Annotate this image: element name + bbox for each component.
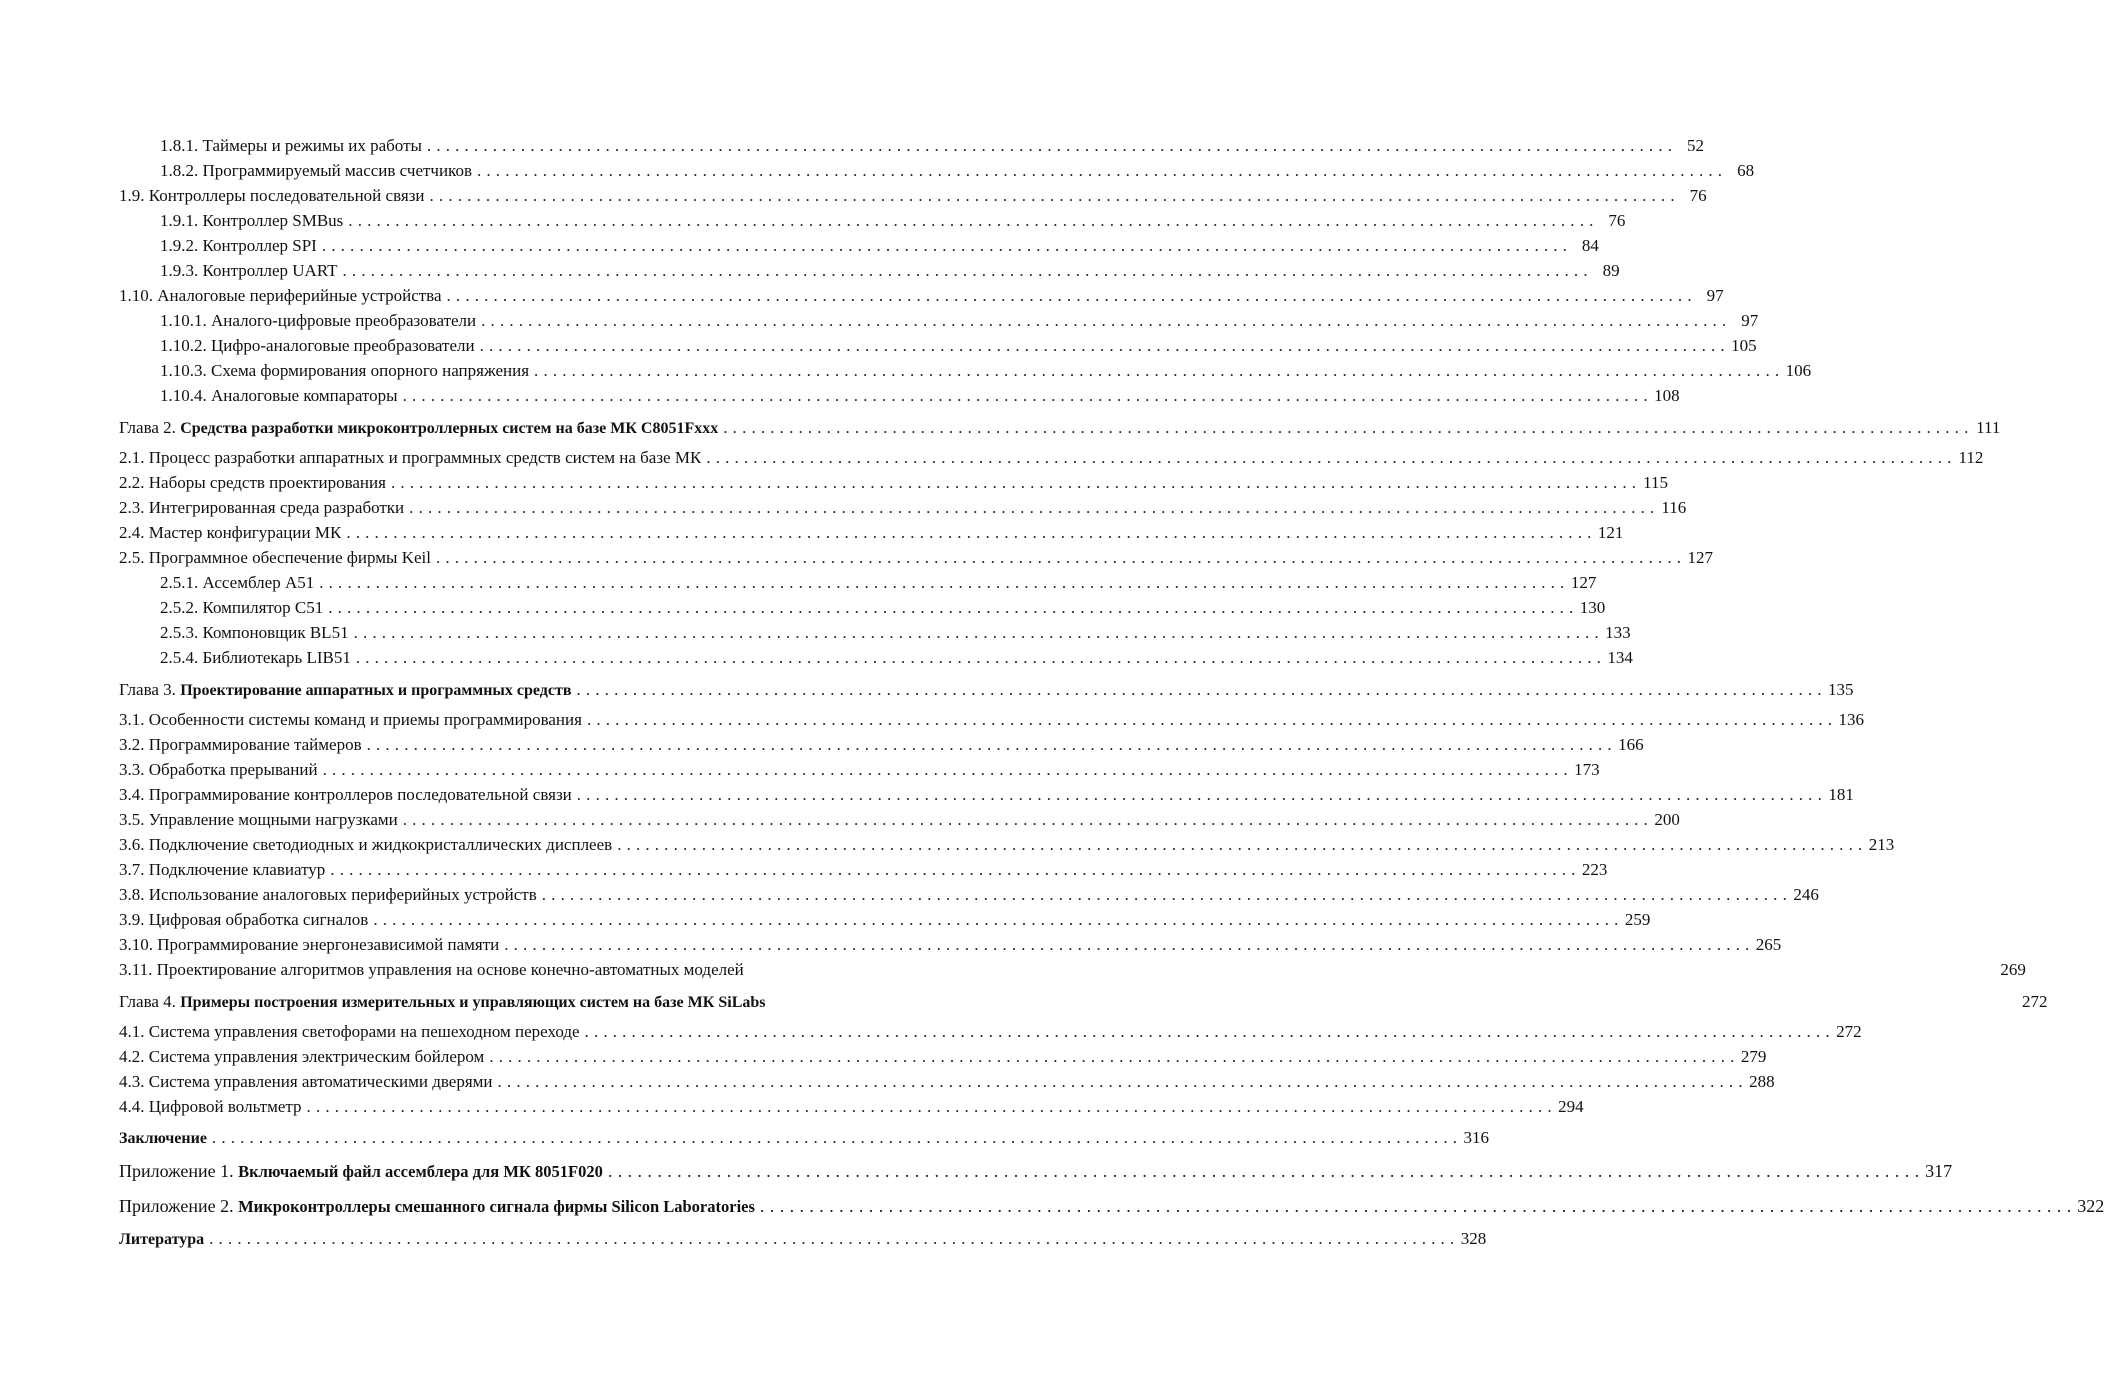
dot-leader bbox=[534, 358, 1779, 383]
toc-entry-page: 328 bbox=[1460, 1229, 1487, 1248]
toc-entry-label bbox=[119, 183, 425, 208]
toc-entry bbox=[119, 620, 1631, 645]
toc-entry-number: 3.8. bbox=[119, 885, 145, 904]
dot-leader bbox=[367, 732, 1612, 757]
toc-entry-label bbox=[119, 445, 701, 470]
toc-entry bbox=[119, 1044, 1767, 1069]
dot-leader bbox=[319, 570, 1564, 595]
dot-leader bbox=[489, 1044, 1734, 1069]
toc-entry bbox=[119, 832, 1895, 857]
toc-entry-page: 106 bbox=[1785, 361, 1812, 380]
toc-entry bbox=[119, 358, 1812, 383]
toc-entry bbox=[119, 1069, 1775, 1094]
dot-leader bbox=[608, 1158, 1919, 1185]
toc-entry-number: Приложение 2. bbox=[119, 1196, 234, 1216]
toc-entry-page: 68 bbox=[1737, 161, 1755, 180]
toc-entry-page: 121 bbox=[1597, 523, 1624, 542]
toc-entry-title: Цифровая обработка сигналов bbox=[148, 910, 369, 929]
toc-entry-label bbox=[160, 308, 476, 333]
dot-leader bbox=[706, 445, 1951, 470]
toc-entry-label bbox=[119, 545, 431, 570]
dot-leader bbox=[373, 907, 1618, 932]
toc-entry-title: Таймеры и режимы их работы bbox=[202, 136, 422, 155]
toc-entry-title: Контроллер UART bbox=[202, 261, 338, 280]
toc-entry-number: 1.10. bbox=[119, 286, 153, 305]
toc-entry-label bbox=[119, 857, 325, 882]
toc-entry-page: 135 bbox=[1828, 680, 1854, 699]
toc-entry-label bbox=[160, 358, 529, 383]
toc-entry-number: 2.5.4. bbox=[160, 648, 199, 667]
toc-entry-page: 76 bbox=[1689, 186, 1707, 205]
toc-entry-label bbox=[119, 707, 582, 732]
toc-entry bbox=[119, 470, 1668, 495]
toc-entry-number: 2.5.2. bbox=[160, 598, 199, 617]
toc-entry-title: Компилятор C51 bbox=[202, 598, 324, 617]
dot-leader bbox=[356, 645, 1601, 670]
toc-entry-label bbox=[119, 782, 572, 807]
dot-leader bbox=[477, 158, 1722, 183]
dot-leader bbox=[576, 677, 1821, 703]
toc-entry-number: 3.6. bbox=[119, 835, 145, 854]
toc-entry-number: 3.4. bbox=[119, 785, 145, 804]
toc-entry-number: 2.2. bbox=[119, 473, 145, 492]
toc-entry-number: 3.7. bbox=[119, 860, 145, 879]
dot-leader bbox=[542, 882, 1787, 907]
toc-entry-number: 1.10.1. bbox=[160, 311, 207, 330]
toc-entry bbox=[119, 957, 2026, 982]
toc-entry-label bbox=[119, 1019, 580, 1044]
toc-entry-number: Глава 3. bbox=[119, 680, 176, 699]
toc-entry bbox=[119, 1193, 2104, 1220]
toc-entry bbox=[119, 707, 1865, 732]
toc-entry-title: Схема формирования опорного напряжения bbox=[211, 361, 530, 380]
toc-entry-label bbox=[119, 1193, 755, 1220]
toc-entry bbox=[119, 333, 1757, 358]
toc-entry-number: 1.9. bbox=[119, 186, 145, 205]
dot-leader bbox=[348, 208, 1593, 233]
dot-leader bbox=[585, 1019, 1830, 1044]
toc-entry-title: Контроллер SPI bbox=[202, 236, 317, 255]
toc-entry-label bbox=[119, 1158, 603, 1185]
toc-entry bbox=[119, 782, 1854, 807]
toc-entry-title: Компоновщик BL51 bbox=[202, 623, 349, 642]
dot-leader bbox=[760, 1193, 2071, 1220]
toc-entry-label bbox=[119, 677, 571, 704]
toc-entry-title: Программирование энергонезависимой памяти bbox=[157, 935, 500, 954]
dot-leader bbox=[587, 707, 1832, 732]
toc-entry-label bbox=[119, 932, 499, 957]
toc-entry-label bbox=[119, 989, 765, 1016]
dot-leader bbox=[343, 258, 1588, 283]
toc-entry-number: 3.11. bbox=[119, 960, 153, 979]
toc-entry-label bbox=[160, 595, 323, 620]
toc-entry-page: 105 bbox=[1731, 336, 1757, 355]
dot-leader bbox=[409, 495, 1654, 520]
toc-entry-number: 3.5. bbox=[119, 810, 145, 829]
toc-entry-label bbox=[119, 415, 718, 442]
toc-entry-page: 116 bbox=[1661, 498, 1687, 517]
toc-entry-title: Аналоговые компараторы bbox=[211, 386, 398, 405]
toc-entry-number: 3.10. bbox=[119, 935, 153, 954]
toc-entry-label bbox=[119, 957, 744, 982]
toc-entry bbox=[119, 133, 1704, 158]
dot-leader bbox=[323, 757, 1568, 782]
toc-entry-number: 1.10.2. bbox=[160, 336, 207, 355]
toc-entry-page: 294 bbox=[1558, 1097, 1584, 1116]
toc-entry-title: Использование аналоговых периферийных устройств bbox=[148, 885, 537, 904]
toc-entry-number: 1.8.2. bbox=[160, 161, 199, 180]
dot-leader bbox=[436, 545, 1681, 570]
toc-entry bbox=[119, 677, 1854, 703]
toc-entry-title: Обработка прерываний bbox=[148, 760, 318, 779]
toc-entry-number: 4.1. bbox=[119, 1022, 145, 1041]
toc-entry-title: Средства разработки микроконтроллерных систем на базе МК C8051Fxxx bbox=[180, 420, 719, 437]
toc-entry-page: 181 bbox=[1828, 785, 1854, 804]
toc-entry-page: 115 bbox=[1643, 473, 1668, 492]
toc-entry-title: Контроллер SMBus bbox=[202, 211, 344, 230]
toc-entry-page: 89 bbox=[1602, 261, 1620, 280]
toc-entry-page: 97 bbox=[1706, 286, 1724, 305]
toc-entry bbox=[119, 1094, 1584, 1119]
toc-entry-title: Управление мощными нагрузками bbox=[148, 810, 398, 829]
toc-entry-title: Проектирование алгоритмов управления на основе конечно-автоматных моделей bbox=[156, 960, 744, 979]
toc-entry-page: 317 bbox=[1925, 1161, 1953, 1181]
toc-entry-page: 316 bbox=[1463, 1128, 1489, 1147]
toc-entry-page: 84 bbox=[1581, 236, 1599, 255]
toc-entry-title: Наборы средств проектирования bbox=[148, 473, 386, 492]
toc-entry-page: 259 bbox=[1624, 910, 1651, 929]
toc-entry-page: 112 bbox=[1958, 448, 1984, 467]
toc-entry-label bbox=[160, 620, 349, 645]
toc-entry-label bbox=[160, 645, 351, 670]
toc-entry-label bbox=[119, 520, 341, 545]
toc-entry-page: 127 bbox=[1687, 548, 1714, 567]
toc-entry-number: 2.1. bbox=[119, 448, 145, 467]
toc-entry-label bbox=[160, 258, 338, 283]
dot-leader bbox=[447, 283, 1692, 308]
toc-entry-number: 4.3. bbox=[119, 1072, 145, 1091]
toc-entry-page: 288 bbox=[1749, 1072, 1775, 1091]
toc-entry-number: 1.9.3. bbox=[160, 261, 199, 280]
toc-entry-title: Подключение клавиатур bbox=[148, 860, 326, 879]
toc-entry bbox=[119, 445, 1984, 470]
toc-entry-label bbox=[160, 208, 343, 233]
toc-entry-title: Мастер конфигурации МК bbox=[148, 523, 342, 542]
toc-entry-number: 4.2. bbox=[119, 1047, 145, 1066]
toc-entry-label bbox=[160, 333, 475, 358]
dot-leader bbox=[498, 1069, 1743, 1094]
dot-leader bbox=[480, 333, 1725, 358]
toc-entry bbox=[119, 208, 1626, 233]
dot-leader bbox=[481, 308, 1726, 333]
toc-entry-page: 279 bbox=[1740, 1047, 1767, 1066]
toc-entry-number: 2.4. bbox=[119, 523, 145, 542]
toc-entry-number: 2.5.1. bbox=[160, 573, 199, 592]
toc-entry-title: Библиотекарь LIB51 bbox=[202, 648, 351, 667]
toc-entry-number: 1.8.1. bbox=[160, 136, 199, 155]
dot-leader bbox=[328, 595, 1573, 620]
toc-entry-label bbox=[119, 283, 442, 308]
toc-entry-title: Аналого-цифровые преобразователи bbox=[211, 311, 477, 330]
toc-entry-page: 265 bbox=[1755, 935, 1782, 954]
toc-entry bbox=[119, 258, 1620, 283]
dot-leader bbox=[212, 1125, 1457, 1150]
toc-entry bbox=[119, 283, 1724, 308]
dot-leader bbox=[504, 932, 1749, 957]
toc-entry-page: 52 bbox=[1686, 136, 1704, 155]
toc-entry bbox=[119, 570, 1597, 595]
toc-entry bbox=[119, 932, 1782, 957]
toc-entry-title: Литература bbox=[119, 1231, 205, 1248]
toc-entry-label bbox=[119, 1044, 484, 1069]
toc-entry-page: 127 bbox=[1570, 573, 1597, 592]
toc-entry-label bbox=[119, 495, 404, 520]
toc-entry-page: 133 bbox=[1605, 623, 1631, 642]
toc-entry bbox=[119, 415, 2001, 441]
toc-entry-title: Система управления автоматическими дверями bbox=[148, 1072, 493, 1091]
toc-entry-number: 1.10.4. bbox=[160, 386, 207, 405]
dot-leader bbox=[354, 620, 1599, 645]
toc-entry-number: 4.4. bbox=[119, 1097, 145, 1116]
toc-entry bbox=[119, 158, 1755, 183]
toc-entry-number: 1.10.3. bbox=[160, 361, 207, 380]
toc-entry-page: 76 bbox=[1608, 211, 1626, 230]
toc-entry-label bbox=[119, 807, 398, 832]
toc-entry-page: 166 bbox=[1618, 735, 1644, 754]
toc-entry-page: 223 bbox=[1581, 860, 1608, 879]
toc-entry-label bbox=[119, 757, 318, 782]
toc-entry bbox=[119, 645, 1633, 670]
toc-entry-page: 108 bbox=[1654, 386, 1680, 405]
toc-entry bbox=[119, 545, 1714, 570]
toc-entry-label bbox=[119, 832, 612, 857]
toc-entry bbox=[119, 732, 1644, 757]
toc-entry bbox=[119, 882, 1819, 907]
dot-leader bbox=[330, 857, 1575, 882]
toc-entry bbox=[119, 595, 1606, 620]
toc-entry-page: 130 bbox=[1579, 598, 1606, 617]
toc-entry bbox=[119, 183, 1707, 208]
toc-entry-page: 134 bbox=[1607, 648, 1633, 667]
toc-entry-page: 136 bbox=[1838, 710, 1865, 729]
dot-leader bbox=[391, 470, 1636, 495]
toc-entry bbox=[119, 495, 1687, 520]
toc-entry-title: Программирование таймеров bbox=[148, 735, 362, 754]
toc-entry-label bbox=[119, 1069, 493, 1094]
toc-entry-number: 1.9.1. bbox=[160, 211, 199, 230]
toc-entry-number: 2.3. bbox=[119, 498, 145, 517]
toc-entry-label bbox=[119, 882, 537, 907]
dot-leader bbox=[723, 415, 1968, 441]
toc-entry-title: Программируемый массив счетчиков bbox=[202, 161, 472, 180]
toc-entry-title: Особенности системы команд и приемы программирования bbox=[148, 710, 582, 729]
toc-entry-label bbox=[160, 383, 398, 408]
dot-leader bbox=[346, 520, 1591, 545]
toc-entry-page: 200 bbox=[1654, 810, 1680, 829]
toc-entry bbox=[119, 857, 1608, 882]
toc-entry bbox=[119, 520, 1624, 545]
toc-entry-title: Включаемый файл ассемблера для МК 8051F020 bbox=[238, 1162, 603, 1181]
toc-entry-page: 322 bbox=[2077, 1196, 2104, 1216]
toc-entry-title: Примеры построения измерительных и управляющих систем на базе МК SiLabs bbox=[180, 994, 766, 1011]
toc-entry-number: 1.9.2. bbox=[160, 236, 199, 255]
toc-entry-number: Глава 4. bbox=[119, 992, 176, 1011]
dot-leader bbox=[322, 233, 1567, 258]
toc-entry-label bbox=[119, 1125, 207, 1151]
toc-entry-page: 173 bbox=[1574, 760, 1600, 779]
toc-entry bbox=[119, 807, 1680, 832]
toc-entry-title: Программное обеспечение фирмы Keil bbox=[148, 548, 431, 567]
toc-entry-page: 269 bbox=[2000, 960, 2026, 979]
toc-entry bbox=[119, 308, 1759, 333]
toc-entry-title: Заключение bbox=[119, 1130, 207, 1147]
toc-entry-page: 272 bbox=[1836, 1022, 1862, 1041]
toc-entry-label bbox=[160, 570, 314, 595]
toc-entry-title: Проектирование аппаратных и программных средств bbox=[180, 682, 572, 699]
dot-leader bbox=[307, 1094, 1552, 1119]
toc-entry bbox=[119, 1125, 1489, 1150]
toc-entry-page: 246 bbox=[1793, 885, 1819, 904]
toc-entry-title: Аналоговые периферийные устройства bbox=[157, 286, 442, 305]
toc-entry-title: Цифро-аналоговые преобразователи bbox=[211, 336, 475, 355]
toc-entry bbox=[119, 233, 1599, 258]
toc-entry-label bbox=[160, 158, 472, 183]
toc-entry-label bbox=[119, 1226, 204, 1252]
toc-entry-title: Интегрированная среда разработки bbox=[148, 498, 405, 517]
toc-entry-page: 97 bbox=[1741, 311, 1759, 330]
toc-entry-number: 2.5.3. bbox=[160, 623, 199, 642]
toc-entry bbox=[119, 907, 1651, 932]
toc-entry-title: Система управления светофорами на пешеходном переходе bbox=[148, 1022, 580, 1041]
toc-entry bbox=[119, 989, 2048, 1015]
toc-entry-label bbox=[119, 907, 368, 932]
table-of-contents bbox=[119, 133, 2104, 1251]
dot-leader bbox=[427, 133, 1672, 158]
toc-entry-title: Система управления электрическим бойлером bbox=[148, 1047, 485, 1066]
toc-entry-page: 213 bbox=[1868, 835, 1895, 854]
toc-entry-page: 111 bbox=[1976, 418, 2001, 437]
dot-leader bbox=[403, 383, 1648, 408]
toc-entry bbox=[119, 1158, 1953, 1185]
toc-entry-title: Процесс разработки аппаратных и программных средств систем на базе МК bbox=[148, 448, 702, 467]
toc-entry-label bbox=[119, 732, 362, 757]
toc-entry-number: Приложение 1. bbox=[119, 1161, 234, 1181]
dot-leader bbox=[577, 782, 1822, 807]
toc-entry-number: 3.3. bbox=[119, 760, 145, 779]
toc-entry bbox=[119, 1019, 1862, 1044]
dot-leader bbox=[617, 832, 1862, 857]
toc-entry bbox=[119, 757, 1600, 782]
toc-entry-label bbox=[160, 233, 317, 258]
toc-entry-number: 2.5. bbox=[119, 548, 145, 567]
toc-entry-title: Контроллеры последовательной связи bbox=[148, 186, 425, 205]
toc-entry-number: 3.1. bbox=[119, 710, 145, 729]
toc-entry-title: Ассемблер A51 bbox=[202, 573, 315, 592]
dot-leader bbox=[403, 807, 1648, 832]
toc-entry-number: 3.2. bbox=[119, 735, 145, 754]
dot-leader bbox=[209, 1226, 1454, 1251]
toc-entry-number: Глава 2. bbox=[119, 418, 176, 437]
toc-entry-title: Подключение светодиодных и жидкокристаллических дисплеев bbox=[148, 835, 613, 854]
toc-entry-title: Микроконтроллеры смешанного сигнала фирмы Silicon Laboratories bbox=[238, 1197, 755, 1216]
toc-entry bbox=[119, 383, 1680, 408]
toc-entry-label bbox=[160, 133, 422, 158]
toc-entry-label bbox=[119, 1094, 302, 1119]
toc-entry bbox=[119, 1226, 1487, 1251]
toc-entry-title: Цифровой вольтметр bbox=[148, 1097, 302, 1116]
dot-leader bbox=[430, 183, 1675, 208]
toc-entry-page: 272 bbox=[2022, 992, 2048, 1011]
toc-entry-title: Программирование контроллеров последовательной связи bbox=[148, 785, 572, 804]
toc-entry-label bbox=[119, 470, 386, 495]
toc-entry-number: 3.9. bbox=[119, 910, 145, 929]
